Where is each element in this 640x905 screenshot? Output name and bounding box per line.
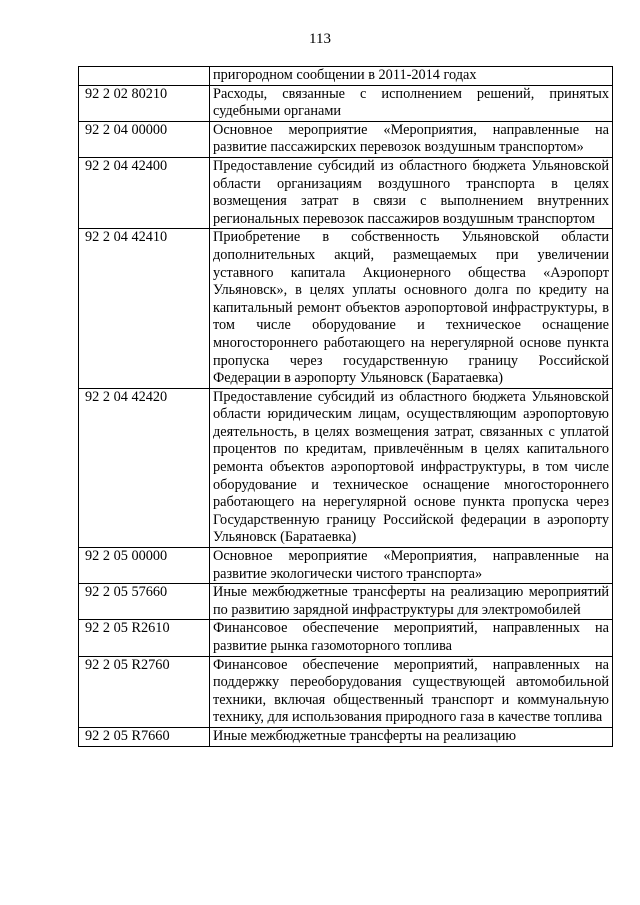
table-row — [79, 157, 613, 228]
table-row — [79, 229, 613, 388]
row-description: Основное мероприятие «Мероприятия, направленные на развитие экологически чистого транспорта» — [210, 548, 613, 584]
row-description: Предоставление субсидий из областного бюджета Ульяновской области юридическим лицам, осуществляющим аэропортовую деятельность, в целях возмещения затрат, связанных с уплатой процентов по кредитам, привлечённым в целях капитального ремонта объектов аэропортовой инфраструктуры, в том числе оборудование и техническое оснащение многостороннего работающего на нерегулярной основе пункта пропуска через Государственную границу Российской федерации в аэропорту Ульяновск (Баратаевка) — [210, 388, 613, 547]
row-description: Финансовое обеспечение мероприятий, направленных на поддержку переоборудования существующей автомобильной техники, включая общественный транспорт и коммунальную технику, для использования природного газа в качестве топлива — [210, 656, 613, 727]
row-code: 92 2 05 57660 — [79, 584, 210, 620]
row-code: 92 2 04 42410 — [79, 229, 210, 388]
row-code: 92 2 04 42400 — [79, 157, 210, 228]
table-row — [79, 121, 613, 157]
page-number: 113 — [309, 31, 331, 47]
row-description: Основное мероприятие «Мероприятия, направленные на развитие пассажирских перевозок воздушным транспортом» — [210, 121, 613, 157]
row-code: 92 2 04 00000 — [79, 121, 210, 157]
table-row — [79, 548, 613, 584]
row-description: Финансовое обеспечение мероприятий, направленных на развитие рынка газомоторного топлива — [210, 620, 613, 656]
table-row — [79, 67, 613, 86]
row-description: Иные межбюджетные трансферты на реализацию — [210, 727, 613, 746]
table-row — [79, 388, 613, 547]
row-code: 92 2 05 R2610 — [79, 620, 210, 656]
row-description: Предоставление субсидий из областного бюджета Ульяновской области организациям воздушного транспорта в целях возмещения затрат в связи с выполнением внутренних региональных перевозок пассажиров воздушным транспортом — [210, 157, 613, 228]
row-code: 92 2 02 80210 — [79, 85, 210, 121]
row-code: 92 2 05 R7660 — [79, 727, 210, 746]
table-row — [79, 727, 613, 746]
table-row — [79, 656, 613, 727]
table-row — [79, 584, 613, 620]
budget-classification-table — [78, 66, 613, 747]
row-description: Расходы, связанные с исполнением решений, принятых судебными органами — [210, 85, 613, 121]
row-description: Приобретение в собственность Ульяновской области дополнительных акций, размещаемых при увеличении уставного капитала Акционерного общества «Аэропорт Ульяновск», в целях уплаты основного долга по кредиту на капитальный ремонт объектов аэропортовой инфраструктуры, в том числе оборудование и техническое оснащение многостороннего работающего на нерегулярной основе пункта пропуска через государственную границу Российской Федерации в аэропорту Ульяновск (Баратаевка) — [210, 229, 613, 388]
row-code: 92 2 05 00000 — [79, 548, 210, 584]
row-code — [79, 67, 210, 86]
row-description: Иные межбюджетные трансферты на реализацию мероприятий по развитию зарядной инфраструктуры для электромобилей — [210, 584, 613, 620]
row-description: пригородном сообщении в 2011-2014 годах — [210, 67, 613, 86]
row-code: 92 2 04 42420 — [79, 388, 210, 547]
table-row — [79, 620, 613, 656]
table-row — [79, 85, 613, 121]
row-code: 92 2 05 R2760 — [79, 656, 210, 727]
